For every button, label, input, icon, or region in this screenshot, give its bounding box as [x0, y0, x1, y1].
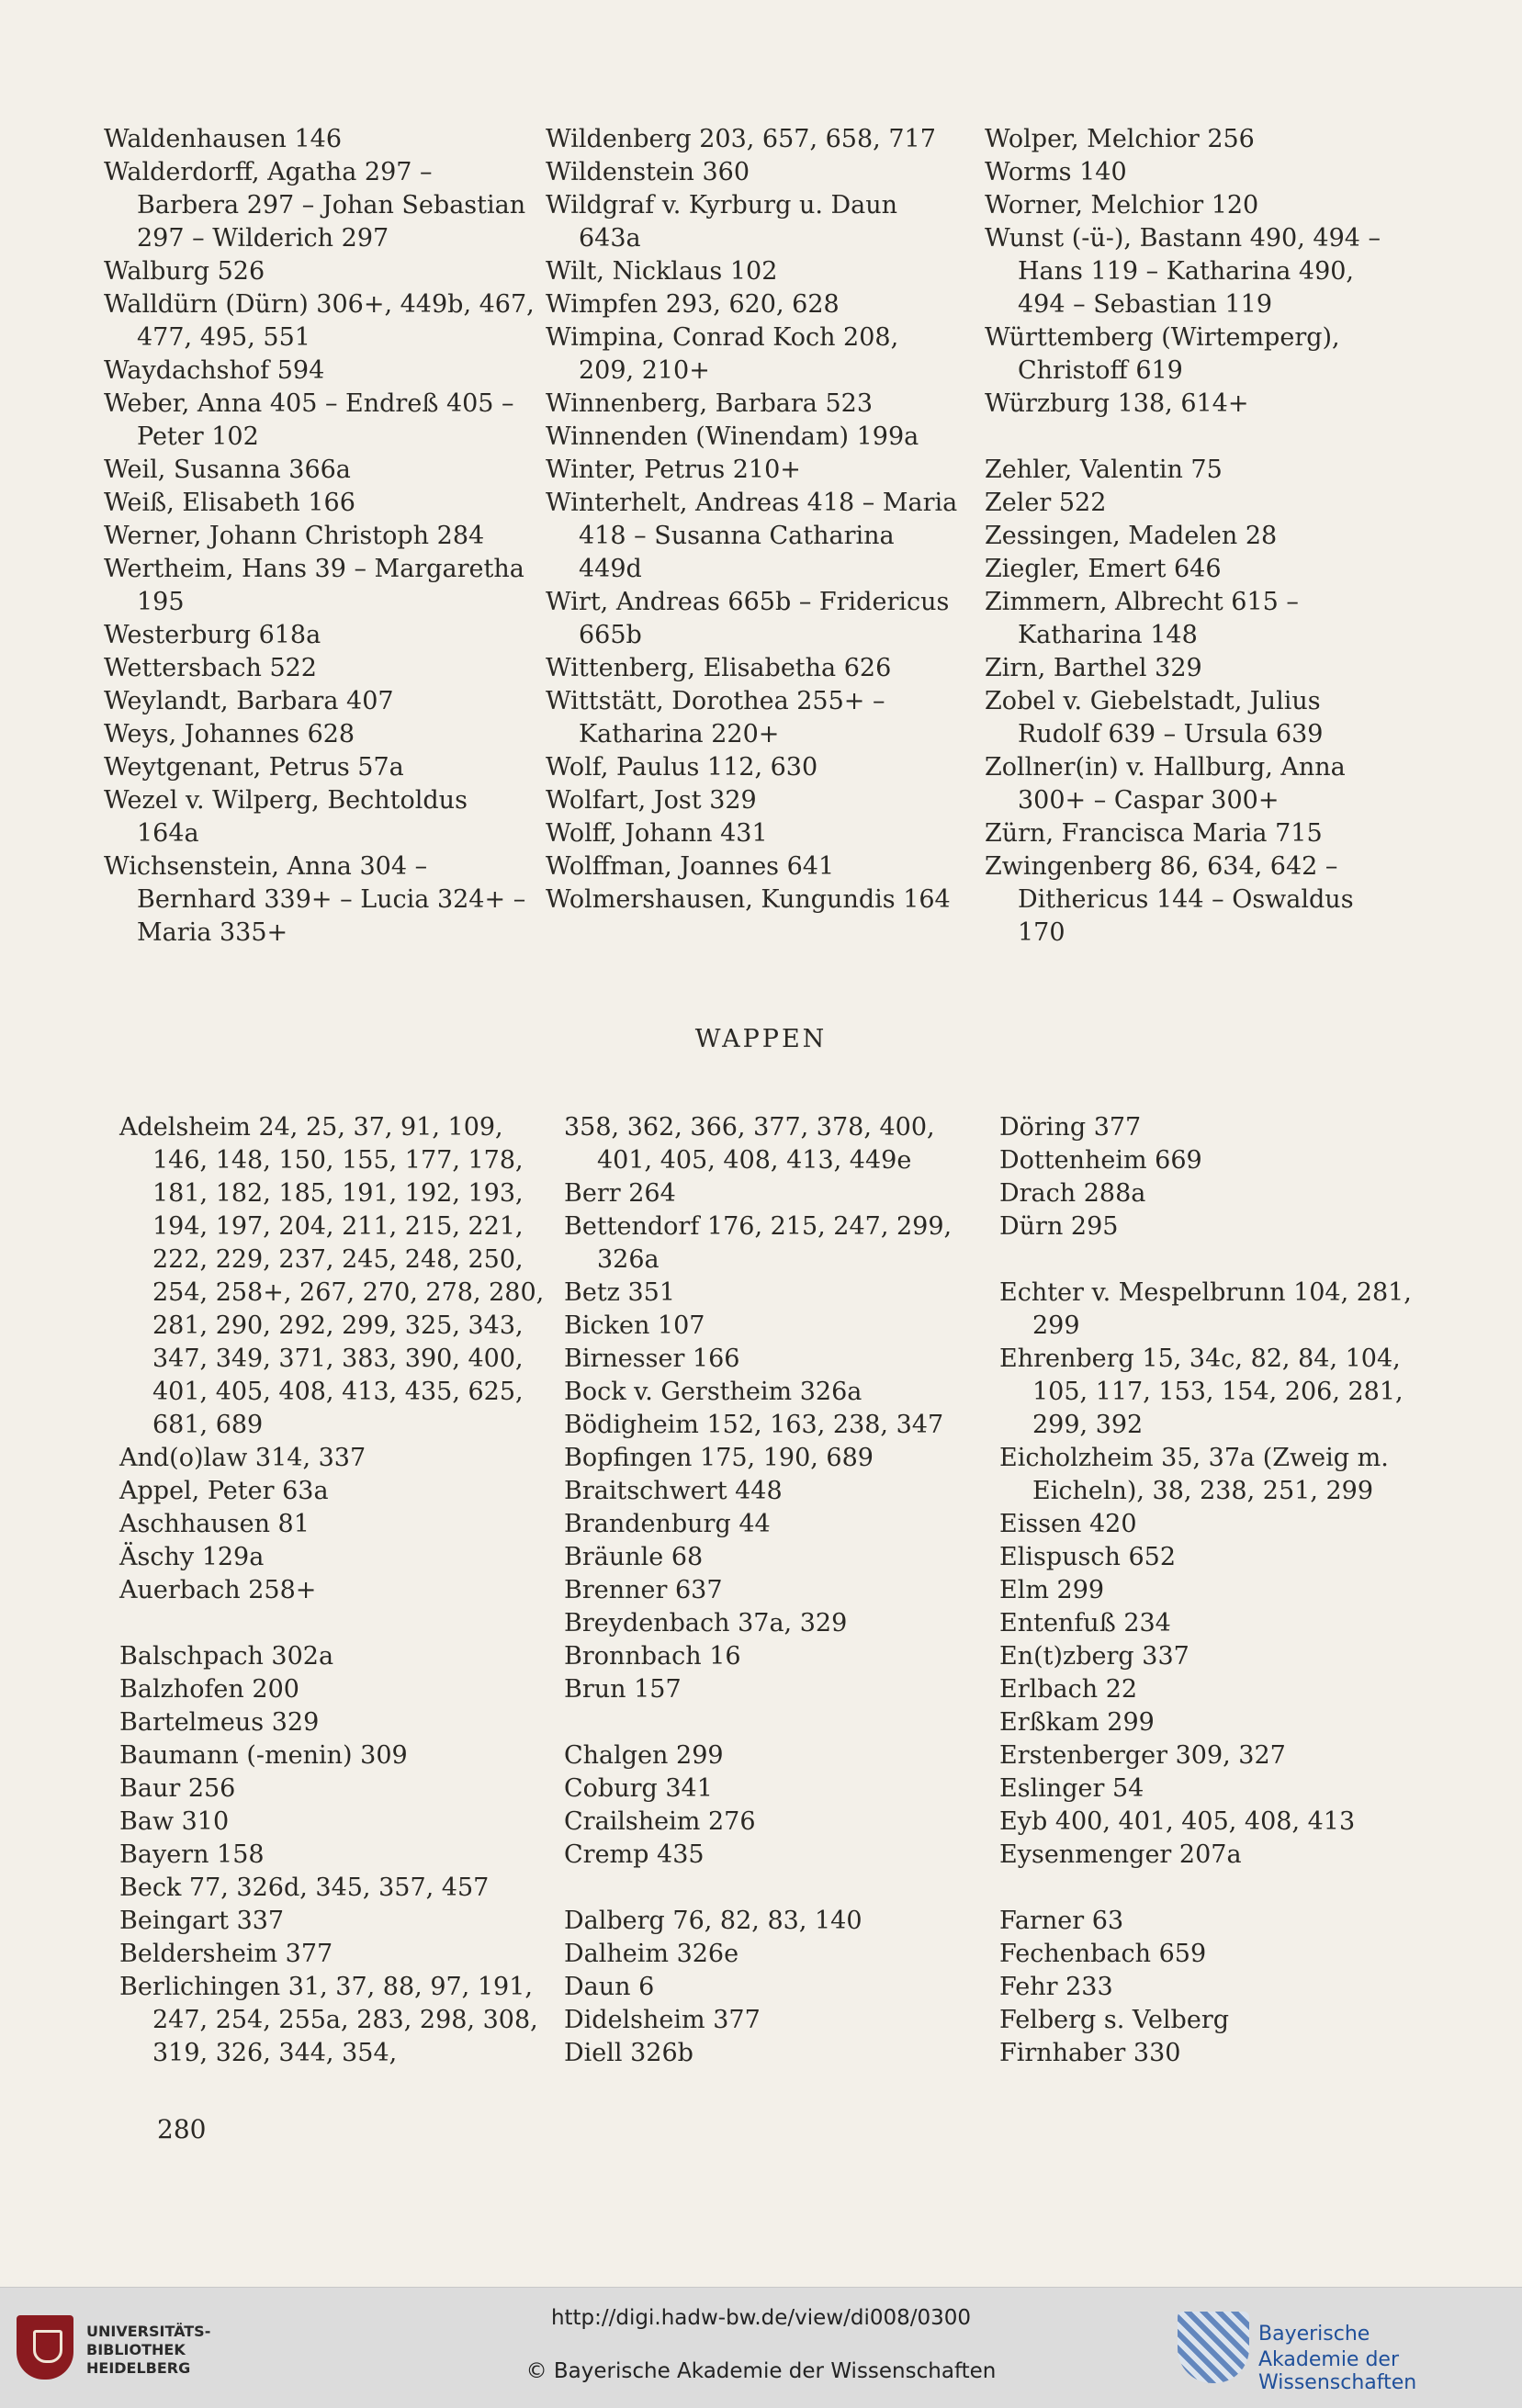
index-entry: Bödigheim 152, 163, 238, 347 [564, 1411, 944, 1439]
index-entry: Walderdorff, Agatha 297 – Barbera 297 – Johan Sebastian 297 – Wilderich 297 [104, 158, 526, 253]
index-entry: Döring 377 [999, 1113, 1142, 1142]
wappen-column-1 [119, 1111, 551, 2070]
index-entry: Brandenburg 44 [564, 1510, 771, 1538]
index-entry: Zimmern, Albrecht 615 – Katharina 148 [985, 588, 1299, 649]
index-entry: Eicholzheim 35, 37a (Zweig m. Eicheln), 38, 238, 251, 299 [999, 1444, 1389, 1505]
index-column-2 [546, 123, 961, 917]
index-entry: Dottenheim 669 [999, 1146, 1202, 1175]
index-entry: Bayern 158 [119, 1840, 265, 1869]
index-entry: Wimpfen 293, 620, 628 [546, 290, 840, 319]
index-entry: Weys, Johannes 628 [104, 720, 355, 748]
index-entry: Baw 310 [119, 1807, 230, 1836]
academy-logo-line: Akademie der Wissenschaften [1258, 2348, 1417, 2394]
viewer-footer [0, 2287, 1522, 2408]
entry-spacer [564, 1706, 979, 1739]
index-entry: Zobel v. Giebelstadt, Julius Rudolf 639 – Ursula 639 [985, 687, 1324, 748]
bavarian-crest-icon [1178, 2312, 1249, 2383]
index-entry: Eyb 400, 401, 405, 408, 413 [999, 1807, 1356, 1836]
index-entry: Äschy 129a [119, 1543, 265, 1571]
index-entry: Didelsheim 377 [564, 2006, 761, 2034]
index-entry: Erstenberger 309, 327 [999, 1741, 1286, 1770]
index-entry: Wolfart, Jost 329 [546, 786, 757, 815]
index-entry: Balzhofen 200 [119, 1675, 299, 1704]
index-entry: Worner, Melchior 120 [985, 191, 1259, 219]
index-entry: Adelsheim 24, 25, 37, 91, 109, 146, 148, 150, 155, 177, 178, 181, 182, 185, 191, 192, 193, 194, 197, 204, 211, 215, 221, 222, 229, 237, 245, 248, 250, 254, 258+, 267, 270, 278, 280, 281, 290, 292, 299, 325, 343, 347, 349, 371, 383, 390, 400, 401, 405, 408, 413, 435, 625, 681, 689 [119, 1113, 545, 1439]
index-entry: Worms 140 [985, 158, 1127, 186]
index-entry: Zeler 522 [985, 489, 1107, 517]
index-entry: Farner 63 [999, 1907, 1124, 1935]
index-entry: Wezel v. Wilperg, Bechtoldus 164a [104, 786, 468, 848]
index-entry: Wimpina, Conrad Koch 208, 209, 210+ [546, 323, 899, 385]
index-entry: Baumann (-menin) 309 [119, 1741, 408, 1770]
index-entry: Betz 351 [564, 1278, 676, 1307]
index-column-3 [985, 123, 1398, 950]
index-entry: Winterhelt, Andreas 418 – Maria 418 – Susanna Catharina 449d [546, 489, 958, 583]
index-entry: Erßkam 299 [999, 1708, 1155, 1737]
index-entry: Eysenmenger 207a [999, 1840, 1242, 1869]
library-logo-line: UNIVERSITÄTS- [86, 2323, 211, 2340]
index-entry: Wolff, Johann 431 [546, 819, 768, 848]
index-entry: Dalheim 326e [564, 1940, 739, 1968]
index-entry: Eslinger 54 [999, 1774, 1144, 1803]
index-entry: Ziegler, Emert 646 [985, 555, 1222, 583]
index-entry: Bopfingen 175, 190, 689 [564, 1444, 874, 1472]
index-entry: Baur 256 [119, 1774, 236, 1803]
index-entry: Winter, Petrus 210+ [546, 456, 801, 484]
index-entry: Wolffman, Joannes 641 [546, 852, 835, 881]
index-entry: Bartelmeus 329 [119, 1708, 320, 1737]
index-entry: Wettersbach 522 [104, 654, 317, 682]
index-entry: Elispusch 652 [999, 1543, 1176, 1571]
wappen-column-2 [564, 1111, 979, 2070]
index-entry: Wittstätt, Dorothea 255+ – Katharina 220+ [546, 687, 885, 748]
index-entry: Wilt, Nicklaus 102 [546, 257, 778, 286]
index-entry: Birnesser 166 [564, 1345, 740, 1373]
index-entry: Zirn, Barthel 329 [985, 654, 1202, 682]
index-entry: Bettendorf 176, 215, 247, 299, 326a [564, 1212, 953, 1274]
index-entry: Wildenberg 203, 657, 658, 717 [546, 125, 936, 153]
index-entry: Felberg s. Velberg [999, 2006, 1230, 2034]
index-entry: Dürn 295 [999, 1212, 1119, 1241]
academy-logo[interactable] [1178, 2302, 1508, 2394]
permalink-url[interactable]: http://digi.hadw-bw.de/view/di008/0300 [550, 2306, 972, 2330]
index-entry: Weytgenant, Petrus 57a [104, 753, 404, 782]
index-entry: Zessingen, Madelen 28 [985, 522, 1278, 550]
index-entry: Crailsheim 276 [564, 1807, 756, 1836]
index-entry: Bräunle 68 [564, 1543, 704, 1571]
index-entry: Berr 264 [564, 1179, 676, 1208]
index-entry: Coburg 341 [564, 1774, 713, 1803]
index-entry: Weylandt, Barbara 407 [104, 687, 394, 715]
index-entry: Zürn, Francisca Maria 715 [985, 819, 1323, 848]
index-entry: Württemberg (Wirtemperg), Christoff 619 [985, 323, 1340, 385]
index-entry: Auerbach 258+ [119, 1576, 317, 1604]
index-entry: Firnhaber 330 [999, 2039, 1181, 2067]
index-entry: Fechenbach 659 [999, 1940, 1207, 1968]
index-entry: Ehrenberg 15, 34c, 82, 84, 104, 105, 117, 153, 154, 206, 281, 299, 392 [999, 1345, 1404, 1439]
index-entry: Elm 299 [999, 1576, 1105, 1604]
index-entry: Cremp 435 [564, 1840, 705, 1869]
index-entry: Erlbach 22 [999, 1675, 1138, 1704]
index-entry: Wittenberg, Elisabetha 626 [546, 654, 892, 682]
index-entry: Wildgraf v. Kyrburg u. Daun 643a [546, 191, 898, 253]
section-heading: WAPPEN [694, 1025, 828, 1053]
entry-spacer [999, 1243, 1413, 1277]
index-entry: Wolmershausen, Kungundis 164 [546, 885, 951, 914]
index-entry: Daun 6 [564, 1973, 655, 2001]
index-entry: Chalgen 299 [564, 1741, 724, 1770]
index-entry: Entenfuß 234 [999, 1609, 1171, 1637]
library-logo-line: BIBLIOTHEK [86, 2341, 186, 2358]
index-entry: Fehr 233 [999, 1973, 1113, 2001]
index-entry: Beldersheim 377 [119, 1940, 333, 1968]
index-entry: Braitschwert 448 [564, 1477, 783, 1505]
index-entry: Wichsenstein, Anna 304 – Bernhard 339+ – Lucia 324+ – Maria 335+ [104, 852, 526, 947]
index-entry: Echter v. Mespelbrunn 104, 281, 299 [999, 1278, 1412, 1340]
index-entry: Würzburg 138, 614+ [985, 389, 1249, 418]
entry-spacer [564, 1872, 979, 1905]
index-entry: Zehler, Valentin 75 [985, 456, 1223, 484]
index-entry: Winnenden (Winendam) 199a [546, 422, 919, 451]
entry-spacer [985, 421, 1398, 454]
page-number: 280 [157, 2114, 207, 2144]
index-entry: Wunst (-ü-), Bastann 490, 494 – Hans 119 – Katharina 490, 494 – Sebastian 119 [985, 224, 1381, 319]
index-column-1 [104, 123, 536, 950]
index-entry: Wertheim, Hans 39 – Margaretha 195 [104, 555, 524, 616]
index-entry: Bock v. Gerstheim 326a [564, 1378, 862, 1406]
index-entry: Aschhausen 81 [119, 1510, 310, 1538]
wappen-column-3 [999, 1111, 1413, 2070]
index-entry: Appel, Peter 63a [119, 1477, 329, 1505]
index-entry: Weil, Susanna 366a [104, 456, 351, 484]
index-entry: Balschpach 302a [119, 1642, 334, 1671]
index-entry: Wolf, Paulus 112, 630 [546, 753, 818, 782]
academy-logo-line: Bayerische [1258, 2323, 1370, 2346]
index-entry: Weiß, Elisabeth 166 [104, 489, 355, 517]
index-entry: En(t)zberg 337 [999, 1642, 1189, 1671]
index-entry: Bicken 107 [564, 1311, 705, 1340]
index-entry: Waydachshof 594 [104, 356, 325, 385]
index-entry: Breydenbach 37a, 329 [564, 1609, 848, 1637]
index-entry: Walburg 526 [104, 257, 265, 286]
index-entry: Beck 77, 326d, 345, 357, 457 [119, 1874, 490, 1902]
library-logo-line: HEIDELBERG [86, 2359, 191, 2377]
index-entry: Werner, Johann Christoph 284 [104, 522, 485, 550]
index-entry: Wolper, Melchior 256 [985, 125, 1255, 153]
index-entry: Westerburg 618a [104, 621, 321, 649]
index-entry: Drach 288a [999, 1179, 1146, 1208]
index-entry: Bronnbach 16 [564, 1642, 741, 1671]
entry-spacer [119, 1607, 551, 1640]
index-entry: Eissen 420 [999, 1510, 1137, 1538]
index-entry: Weber, Anna 405 – Endreß 405 – Peter 102 [104, 389, 514, 451]
index-entry: Wildenstein 360 [546, 158, 750, 186]
index-entry: Beingart 337 [119, 1907, 285, 1935]
index-entry: Diell 326b [564, 2039, 693, 2067]
index-entry: And(o)law 314, 337 [119, 1444, 366, 1472]
index-entry: Waldenhausen 146 [104, 125, 343, 153]
index-entry: Wirt, Andreas 665b – Fridericus 665b [546, 588, 950, 649]
index-entry: Berlichingen 31, 37, 88, 97, 191, 247, 254, 255a, 283, 298, 308, 319, 326, 344, 354, [119, 1973, 538, 2067]
index-entry: 358, 362, 366, 377, 378, 400, 401, 405, 408, 413, 449e [564, 1113, 935, 1175]
index-entry: Winnenberg, Barbara 523 [546, 389, 874, 418]
index-entry: Walldürn (Dürn) 306+, 449b, 467, 477, 495, 551 [104, 290, 535, 352]
index-entry: Zollner(in) v. Hallburg, Anna 300+ – Caspar 300+ [985, 753, 1346, 815]
index-entry: Brun 157 [564, 1675, 682, 1704]
copyright-notice: © Bayerische Akademie der Wissenschaften [525, 2359, 997, 2383]
index-entry: Dalberg 76, 82, 83, 140 [564, 1907, 862, 1935]
entry-spacer [999, 1872, 1413, 1905]
index-entry: Zwingenberg 86, 634, 642 – Dithericus 144 – Oswaldus 170 [985, 852, 1354, 947]
index-entry: Brenner 637 [564, 1576, 723, 1604]
